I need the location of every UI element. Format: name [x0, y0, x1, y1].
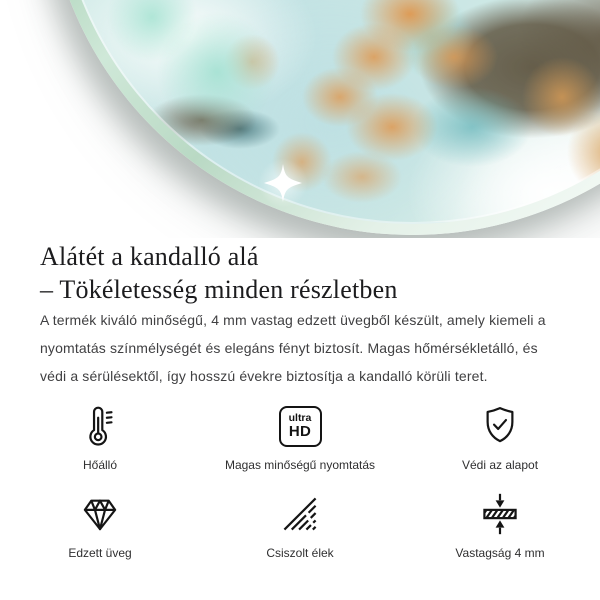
- page-title: [40, 240, 560, 306]
- product-body-text: A termék kiváló minőségű, 4 mm vastag edzett üvegből készült, amely kiemeli a nyomtatás színmélységét és elegáns fényt biztosít. Magas hőmérsékletálló, és védi a sérülésektől, így hosszú évekre biztosítja a kandalló körüli teret.: [40, 312, 546, 384]
- feature-label: Hőálló: [82, 458, 118, 472]
- product-description-section: [0, 240, 600, 560]
- marble-print: [56, 0, 600, 224]
- feature-grid: [0, 402, 600, 560]
- feature-heat-resistant: [0, 402, 200, 472]
- feature-label: Edzett üveg: [68, 546, 132, 560]
- sparkle-star: [263, 163, 303, 203]
- feature-label: Csiszolt élek: [266, 546, 334, 560]
- ultra-hd-text-top: ultra: [288, 412, 312, 424]
- ultra-hd-icon: [279, 402, 322, 450]
- feature-tempered-glass: [0, 490, 200, 560]
- feature-label: Magas minőségű nyomtatás: [224, 458, 376, 472]
- feature-polished-edges: [200, 490, 400, 560]
- page-title-line-1: Alátét a kandalló alá: [40, 242, 259, 271]
- feature-label: Vastagság 4 mm: [455, 546, 545, 560]
- feature-label: Védi az alapot: [461, 458, 539, 472]
- sparkle-glint-icon: [255, 155, 311, 211]
- feature-protects-base: [400, 402, 600, 472]
- page-title-line-2: – Tökéletesség minden részletben: [40, 275, 398, 304]
- feature-thickness-4mm: [400, 490, 600, 560]
- feature-high-quality-print: [200, 402, 400, 472]
- beveled-edge-icon: [278, 490, 322, 538]
- glass-disc: [45, 0, 600, 235]
- ultra-hd-text-bottom: HD: [288, 423, 312, 440]
- product-hero-image: [0, 0, 600, 238]
- thickness-icon: [478, 490, 522, 538]
- thermometer-icon: [78, 402, 122, 450]
- diamond-icon: [78, 490, 122, 538]
- shield-check-icon: [478, 402, 522, 450]
